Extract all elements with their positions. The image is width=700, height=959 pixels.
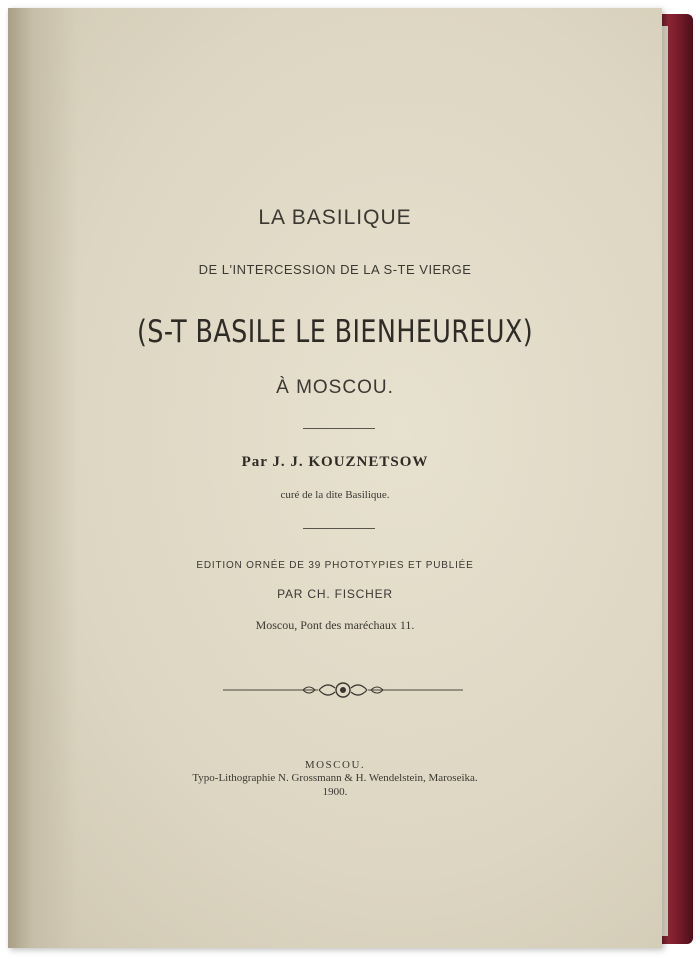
title-location: À MOSCOU.	[276, 377, 394, 398]
title-page	[8, 8, 662, 948]
publisher-address: Moscou, Pont des maréchaux 11.	[255, 618, 415, 632]
author-line: Par J. J. KOUZNETSOW	[241, 454, 429, 470]
edition-line: EDITION ORNÉE DE 39 PHOTOTYPIES ET PUBLIÉE	[196, 560, 474, 571]
title-line-2: DE L'INTERCESSION DE LA S-TE VIERGE	[198, 262, 472, 277]
fleuron-ornament-icon	[223, 678, 463, 702]
page-gutter-shadow	[8, 8, 78, 948]
publisher-line: PAR CH. FISCHER	[277, 587, 393, 601]
divider-rule-2	[303, 528, 375, 529]
title-line-1: LA BASILIQUE	[258, 206, 412, 229]
imprint-year: 1900.	[322, 786, 348, 798]
imprint-city: MOSCOU.	[304, 759, 366, 771]
author-role: curé de la dite Basilique.	[280, 489, 390, 501]
imprint-printer: Typo-Lithographie N. Grossmann & H. Wendelstein, Maroseika.	[192, 772, 478, 784]
divider-rule-1	[303, 428, 375, 429]
title-main: (S-T BASILE LE BIENHEUREUX)	[136, 314, 534, 350]
